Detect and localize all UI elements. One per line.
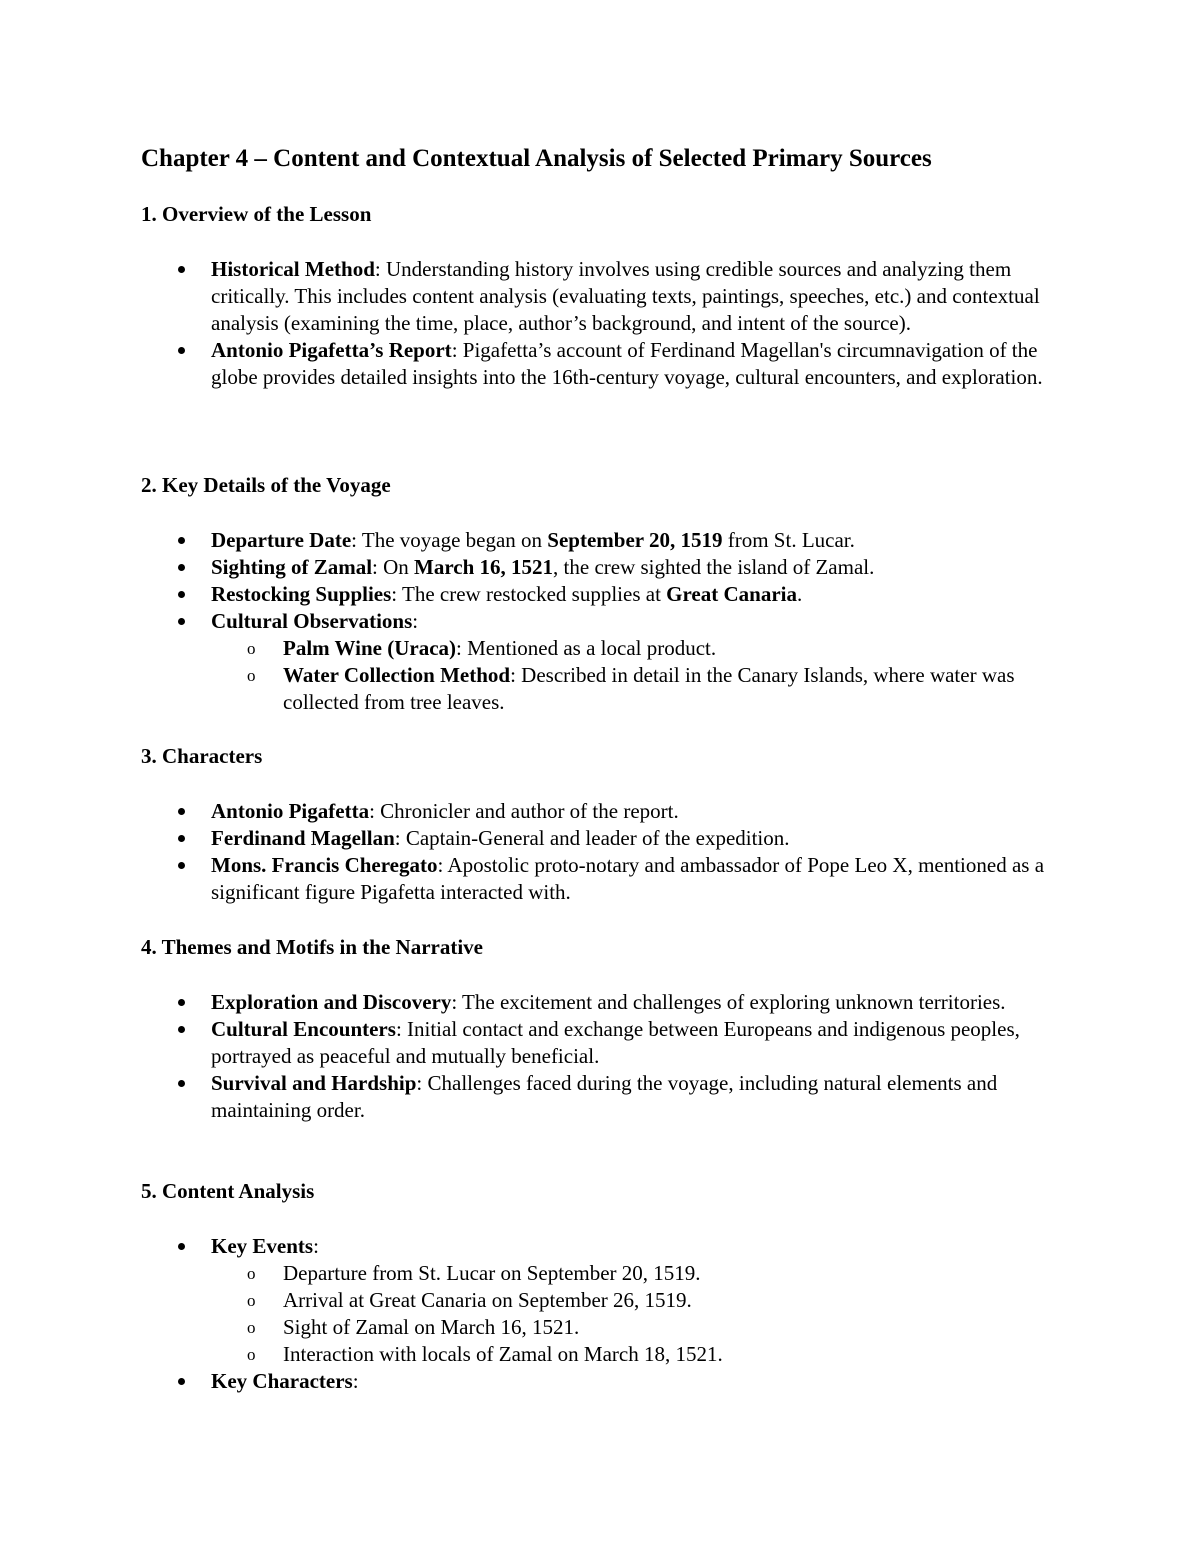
- section-heading: 3. Characters: [141, 744, 263, 768]
- list-item: [211, 608, 1071, 716]
- list-item: [211, 825, 1071, 852]
- item-text: : Understanding history involves using credible sources and analyzing them critically. This includes content analysis (evaluating texts, paintings, speeches, etc.) and contextual analysis (examining the time, place, author’s background, and intent of the source).: [211, 257, 1040, 335]
- item-text: : Apostolic proto-notary and ambassador of Pope Leo X, mentioned as a significant figure Pigafetta interacted with.: [211, 853, 1045, 904]
- item-emphasis: March 16, 1521: [414, 555, 554, 579]
- section-key-details: [141, 472, 1071, 714]
- bullet-list: [211, 527, 1071, 716]
- item-term: Cultural Observations: [211, 609, 413, 633]
- item-text: :: [412, 609, 419, 633]
- section-overview: [141, 201, 1071, 389]
- list-item: [211, 1070, 1071, 1124]
- item-term: Water Collection Method: [283, 663, 511, 687]
- item-term: Palm Wine (Uraca): [283, 636, 457, 660]
- item-text: : The excitement and challenges of exploring unknown territories.: [451, 990, 1006, 1014]
- item-text: : Challenges faced during the voyage, including natural elements and maintaining order.: [211, 1071, 998, 1122]
- item-term: Historical Method: [211, 257, 375, 281]
- section-themes: [141, 934, 1071, 1122]
- item-text: : Mentioned as a local product.: [456, 636, 717, 660]
- sub-list-item: [283, 635, 1071, 662]
- list-item: [211, 798, 1071, 825]
- document-title: Chapter 4 – Content and Contextual Analysis of Selected Primary Sources: [141, 145, 932, 172]
- item-emphasis: Great Canaria: [666, 582, 797, 606]
- item-text: .: [797, 582, 803, 606]
- item-term: Survival and Hardship: [211, 1071, 417, 1095]
- item-text: : On: [372, 555, 415, 579]
- item-text: , the crew sighted the island of Zamal.: [553, 555, 875, 579]
- item-term: Key Events: [211, 1234, 314, 1258]
- sub-list-item: o Sight of Zamal on March 16, 1521.: [283, 1314, 1071, 1341]
- bullet-list: [211, 798, 1071, 906]
- item-text: : The crew restocked supplies at: [391, 582, 667, 606]
- list-item: [211, 554, 1071, 581]
- item-text: : Captain-General and leader of the expedition.: [394, 826, 790, 850]
- section-heading: 1. Overview of the Lesson: [141, 202, 372, 226]
- list-item: [211, 256, 1071, 337]
- sub-list-item: o Arrival at Great Canaria on September 26, 1519.: [283, 1287, 1071, 1314]
- sub-list-item: o Interaction with locals of Zamal on March 18, 1521.: [283, 1341, 1071, 1368]
- item-text: : The voyage began on: [351, 528, 548, 552]
- list-item: [211, 1368, 1071, 1395]
- bullet-list: [211, 256, 1071, 391]
- item-text: from St. Lucar.: [722, 528, 855, 552]
- section-heading: 5. Content Analysis: [141, 1179, 315, 1203]
- item-term: Ferdinand Magellan: [211, 826, 395, 850]
- item-term: Key Characters: [211, 1369, 353, 1393]
- item-term: Departure Date: [211, 528, 352, 552]
- list-item: [211, 852, 1071, 906]
- item-term: Antonio Pigafetta: [211, 799, 370, 823]
- item-term: Sighting of Zamal: [211, 555, 373, 579]
- item-text: : Described in detail in the Canary Islands, where water was collected from tree leaves.: [283, 663, 1015, 714]
- item-text: :: [313, 1234, 319, 1258]
- list-item: [211, 1016, 1071, 1070]
- section-characters: [141, 743, 1071, 904]
- bullet-list: [211, 989, 1071, 1124]
- item-term: Restocking Supplies: [211, 582, 392, 606]
- item-term: Antonio Pigafetta’s Report: [211, 338, 452, 362]
- item-text: : Chronicler and author of the report.: [369, 799, 679, 823]
- item-term: Exploration and Discovery: [211, 990, 452, 1014]
- item-emphasis: September 20, 1519: [547, 528, 723, 552]
- item-text: :: [352, 1369, 359, 1393]
- list-item: [211, 989, 1071, 1016]
- sub-list: [211, 1260, 1071, 1368]
- list-item: [211, 337, 1071, 391]
- list-item: [211, 581, 1071, 608]
- sub-list: [211, 635, 1071, 716]
- bullet-list: [211, 1233, 1071, 1395]
- section-heading: 2. Key Details of the Voyage: [141, 473, 391, 497]
- sub-list-item: [283, 662, 1071, 716]
- item-text: : Initial contact and exchange between Europeans and indigenous peoples, portrayed as peaceful and mutually beneficial.: [211, 1017, 1020, 1068]
- section-content-analysis: [141, 1178, 1071, 1393]
- sub-list-item: o Departure from St. Lucar on September 20, 1519.: [283, 1260, 1071, 1287]
- item-term: Cultural Encounters: [211, 1017, 396, 1041]
- item-text: : Pigafetta’s account of Ferdinand Magellan's circumnavigation of the globe provides detailed insights into the 16th-century voyage, cultural encounters, and exploration.: [211, 338, 1043, 389]
- list-item: [211, 1233, 1071, 1368]
- item-term: Mons. Francis Cheregato: [211, 853, 438, 877]
- section-heading: 4. Themes and Motifs in the Narrative: [141, 935, 483, 959]
- list-item: [211, 527, 1071, 554]
